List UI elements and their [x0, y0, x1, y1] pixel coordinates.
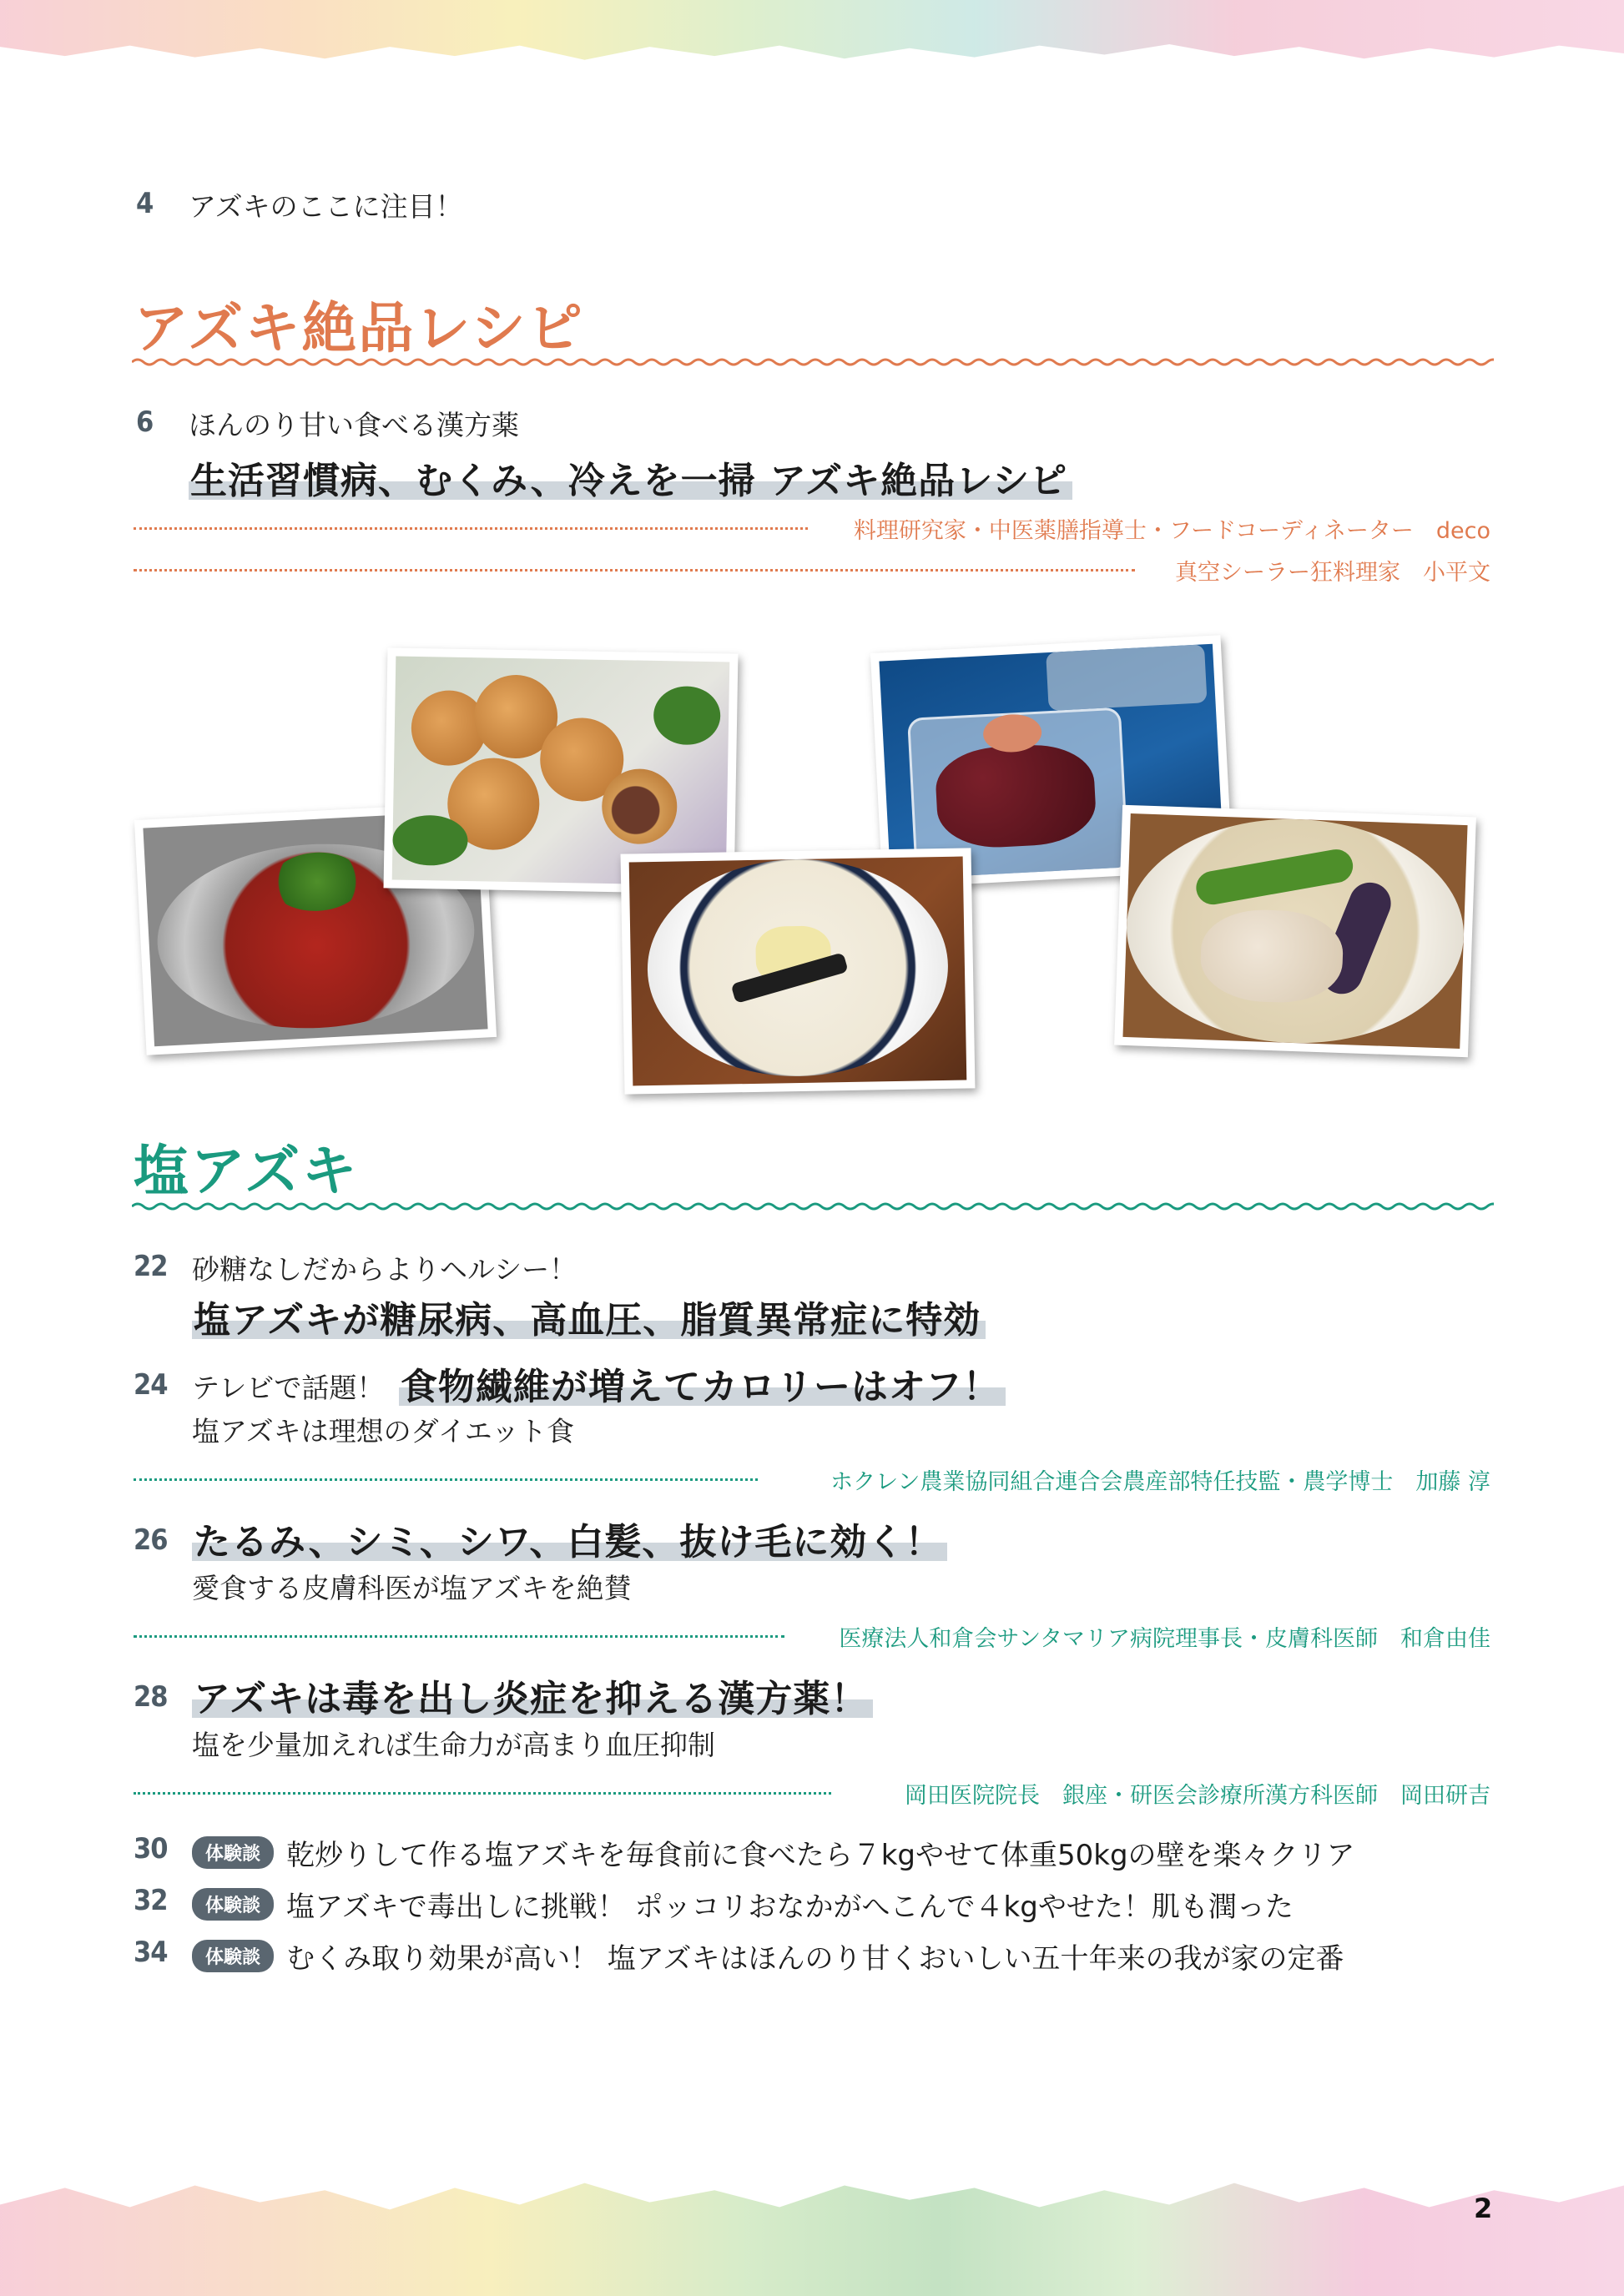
intro-title: アズキのここに注目！ — [189, 190, 463, 223]
exp-34-page-number: 34 — [134, 1936, 168, 1969]
item-26-subtitle: 愛食する皮膚科医が塩アズキを絶賛 — [192, 1572, 632, 1604]
exp-32-text: 塩アズキで毒出しに挑戦！ ポッコリおなかがへこんで４kgやせた！肌も潤った — [286, 1891, 1294, 1924]
exp-34-text: むくみ取り効果が高い！ 塩アズキはほんのり甘くおいしい五十年来の我が家の定番 — [286, 1942, 1344, 1976]
exp-34-badge: 体験談 — [192, 1940, 274, 1972]
recipe-kicker: ほんのり甘い食べる漢方薬 — [189, 409, 519, 441]
item-28-subtitle: 塩を少量加えれば生命力が高まり血圧抑制 — [192, 1729, 715, 1761]
bottom-watercolor-band — [0, 2176, 1624, 2296]
item-24-headline: 食物繊維が増えてカロリーはオフ！ — [399, 1357, 1006, 1410]
adzuki-rice-bowl-photo — [621, 848, 976, 1094]
item-24-subtitle: 塩アズキは理想のダイエット食 — [192, 1415, 575, 1448]
recipe-author2-dots — [134, 569, 1135, 571]
exp-30-page-number: 30 — [134, 1832, 168, 1866]
recipe-author-deco: 料理研究家・中医薬膳指導士・フードコーディネーター deco — [853, 518, 1490, 544]
section2-wavy-underline — [132, 1198, 1494, 1215]
item-22-headline: 塩アズキが糖尿病、高血圧、脂質異常症に特効 — [192, 1290, 986, 1343]
item-28-author-dots — [134, 1792, 831, 1795]
item-22-kicker: 砂糖なしだからよりヘルシー！ — [192, 1253, 577, 1286]
item-26-author: 医療法人和倉会サンタマリア病院理事長・皮膚科医師 和倉由佳 — [839, 1626, 1490, 1652]
recipe-author-kodaira: 真空シーラー狂料理家 小平文 — [1175, 560, 1490, 586]
section1-wavy-underline — [132, 354, 1494, 370]
section-title-recipes: アズキ絶品レシピ — [134, 296, 584, 360]
item-28-page-number: 28 — [134, 1680, 168, 1714]
item-26-headline: たるみ、シミ、シワ、白髪、抜け毛に効く！ — [192, 1512, 947, 1565]
recipe-headline: 生活習慣病、むくみ、冷えを一掃 アズキ絶品レシピ — [189, 451, 1072, 504]
exp-30-text: 乾炒りして作る塩アズキを毎食前に食べたら７kgやせて体重50kgの壁を楽々クリア — [286, 1839, 1355, 1872]
exp-30-badge: 体験談 — [192, 1836, 274, 1869]
exp-32-badge: 体験談 — [192, 1888, 274, 1921]
item-22-page-number: 22 — [134, 1250, 168, 1283]
item-28-headline: アズキは毒を出し炎症を抑える漢方薬！ — [192, 1669, 873, 1722]
recipe-author1-dots — [134, 527, 808, 530]
item-24-author-dots — [134, 1478, 758, 1481]
exp-30-row — [192, 1832, 1355, 1873]
intro-page-number: 4 — [136, 187, 154, 220]
item-24-kicker: テレビで話題！ — [192, 1372, 385, 1404]
section-title-salted-adzuki: 塩アズキ — [134, 1139, 359, 1203]
item-28-author: 岡田医院院長 銀座・研医会診療所漢方科医師 岡田研吉 — [905, 1783, 1490, 1809]
exp-34-row — [192, 1936, 1344, 1976]
item-24-author: ホクレン農業協同組合連合会農産部特任技監・農学博士 加藤 淳 — [830, 1469, 1490, 1495]
item-24-page-number: 24 — [134, 1368, 168, 1402]
exp-32-row — [192, 1884, 1294, 1925]
item-26-page-number: 26 — [134, 1523, 168, 1557]
exp-32-page-number: 32 — [134, 1884, 168, 1917]
recipe-page-number: 6 — [136, 405, 154, 439]
okra-eggplant-dish-photo — [1114, 805, 1476, 1058]
top-watercolor-band — [0, 0, 1624, 65]
page-number: 2 — [1474, 2193, 1493, 2224]
item-26-author-dots — [134, 1635, 784, 1638]
